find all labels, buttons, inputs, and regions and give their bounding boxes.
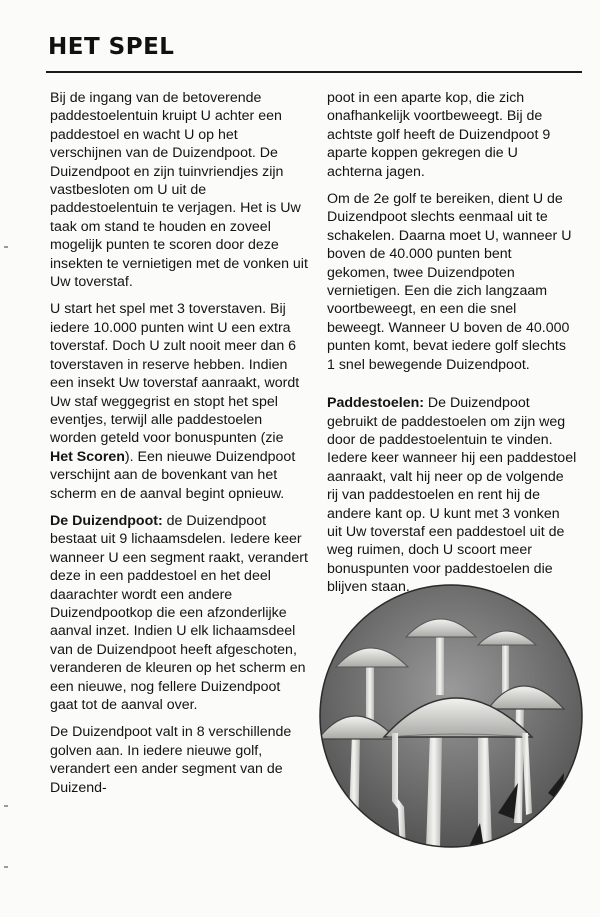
margin-mark (4, 805, 8, 807)
section-lead-duizendpoot: De Duizendpoot: (50, 512, 163, 529)
mushroom-garden-image (318, 583, 584, 849)
margin-mark (4, 246, 8, 248)
paragraph-duizendpoot: De Duizendpoot: de Duizendpoot bestaat uit 9 lichaamsdelen. Iedere keer wanneer U een segment raakt, verandert deze in een paddestoel en het deel daarachter wordt een andere Duizendpootkop die een afzonderlijke aanval inzet. Indien U elk lichaamsdeel van de Duizendpoot heeft afgeschoten, veranderen de kleuren op het scherm en een nieuwe, nog fellere Duizendpoot gaat tot de aanval over. (50, 512, 308, 713)
paragraph-intro: Bij de ingang van de betoverende paddestoelentuin kruipt U achter een paddestoel en wacht U op het verschijnen van de Duizendpoot. De Duizendpoot en zijn tuinvriendjes zijn vastbesloten om U uit de paddestoelentuin te verjagen. Het is Uw taak om stand te houden en zoveel mogelijk punten te scoren door deze insekten te vernietigen met de vonken uit Uw toverstaf. (50, 90, 308, 291)
paragraph-golven: De Duizendpoot valt in 8 verschillende golven aan. In iedere nieuwe golf, verandert een ander segment van de Duizend- (50, 724, 292, 796)
cross-reference-het-scoren: Het Scoren (50, 448, 125, 465)
paragraph-paddestoelen: Paddestoelen: De Duizendpoot gebruikt de paddestoelen om zijn weg door de paddestoelentuin te vinden. Iedere keer wanneer hij een paddestoel aanraakt, valt hij neer op de volgende rij van paddestoelen en rent hij de andere kant op. U kunt met 3 vonken uit Uw toverstaf een paddestoel uit de weg ruimen, doch U scoort meer bonuspunten voor paddestoelen die blijven staan. (327, 395, 577, 596)
left-column (50, 89, 308, 806)
paragraph-toverstaven: U start het spel met 3 toverstaven. Bij iedere 10.000 punten wint U een extra toverstaf. Doch U zult nooit meer dan 6 toverstaven in reserve hebben. Indien een insekt Uw toverstaf aanraakt, wordt Uw staf weggegrist en stopt het spel eventjes, terwijl alle paddestoelen worden geteld voor bonuspunten (zie Het Scoren). Een nieuwe Duizendpoot verschijnt aan de bovenkant van het scherm en de aanval begint opnieuw. (50, 301, 300, 502)
right-column (327, 89, 577, 606)
section-lead-paddestoelen: Paddestoelen: (327, 395, 424, 412)
margin-mark (4, 866, 8, 868)
paragraph-tweede-golf: Om de 2e golf te bereiken, dient U de Duizendpoot slechts eenmaal uit te schakelen. Daarna moet U, wanneer U boven de 40.000 punten bent gekomen, twee Duizendpoten vernietigen. Een die zich langzaam voortbeweegt, en een die snel beweegt. Wanneer U boven de 40.000 punten komt, bevat iedere golf slechts 1 snel bewegende Duizendpoot. (327, 191, 572, 373)
title-rule (46, 71, 582, 73)
mushroom-illustration (318, 583, 584, 849)
paragraph-koppen: poot in een aparte kop, die zich onafhankelijk voortbeweegt. Bij de achtste golf heeft de Duizendpoot 9 aparte koppen gekregen die U achterna jagen. (327, 90, 551, 180)
page-title: HET SPEL (48, 34, 175, 60)
